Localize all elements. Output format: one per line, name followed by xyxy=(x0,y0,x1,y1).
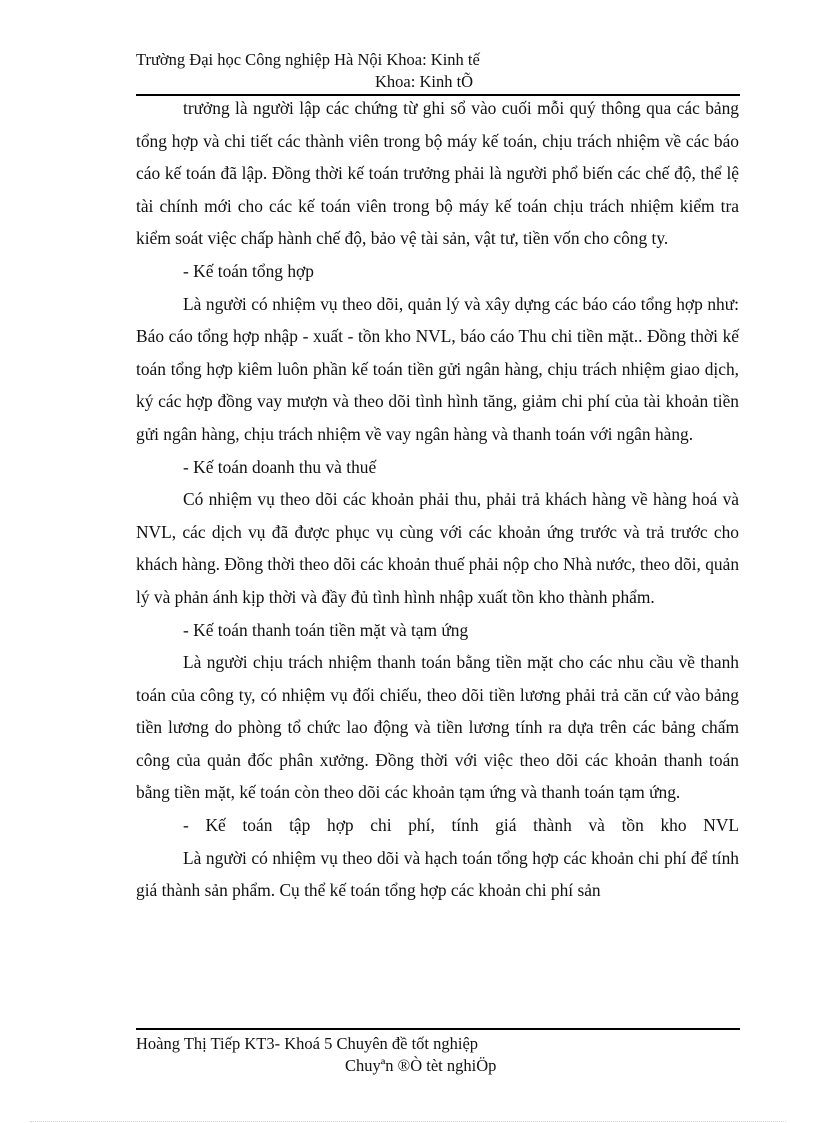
footer-author-line: Hoàng Thị Tiếp KT3- Khoá 5 Chuyên đề tốt nghiệp xyxy=(136,1034,479,1053)
heading-general-accounting: - Kế toán tổng hợp xyxy=(183,260,314,281)
header-department-line: Khoa: Kinh tÕ xyxy=(375,72,474,91)
paragraph-cash-advance: Là người chịu trách nhiệm thanh toán bằng tiền mặt cho các nhu cầu về thanh toán của công ty, có nhiệm vụ đối chiếu, theo dõi tiền lương phải trả căn cứ vào bảng tiền lương do phòng tổ chức lao động và tiền lương tính ra dựa trên các bảng chấm công của quản đốc phân xưởng. Đồng thời với việc theo dõi các khoản thanh toán bằng tiền mặt, kế toán còn theo dõi các khoản tạm ứng và thanh toán tạm ứng. xyxy=(136,652,739,803)
heading-cost-inventory: - Kế toán tập hợp chi phí, tính giá thành và tồn kho NVL xyxy=(183,815,739,836)
paragraph-revenue-tax: Có nhiệm vụ theo dõi các khoản phải thu, phải trả khách hàng về hàng hoá và NVL, các dịch vụ đã được phục vụ cùng với các khoản ứng trước và trả trước cho khách hàng. Đồng thời theo dõi các khoản thuế phải nộp cho Nhà nước, theo dõi, quản lý và phản ánh kịp thời và đầy đủ tình hình nhập xuất tồn kho thành phẩm. xyxy=(136,489,740,607)
footer-rule xyxy=(136,1028,740,1030)
paragraph-chief-accountant: trưởng là người lập các chứng từ ghi sổ vào cuối mỗi quý thông qua các bảng tổng hợp và chi tiết các thành viên trong bộ máy kế toán, chịu trách nhiệm về các báo cáo kế toán đã lập. Đồng thời kế toán trưởng phải là người phổ biến các chế độ, thể lệ tài chính mới cho các kế toán viên trong bộ máy kế toán chịu trách nhiệm kiểm tra kiểm soát việc chấp hành chế độ, bảo vệ tài sản, vật tư, tiền vốn cho công ty. xyxy=(136,98,739,249)
document-body xyxy=(136,92,739,907)
paragraph-cost-inventory: Là người có nhiệm vụ theo dõi và hạch toán tổng hợp các khoản chi phí để tính giá thành sản phẩm. Cụ thể kế toán tổng hợp các khoản chi phí sản xyxy=(136,847,739,901)
heading-revenue-tax: - Kế toán doanh thu và thuế xyxy=(183,456,377,477)
footer-thesis-line: Chuyªn ®Ò tèt nghiÖp xyxy=(345,1056,497,1075)
header-school-line: Trường Đại học Công nghiệp Hà Nội Khoa: Kinh tế xyxy=(136,50,480,69)
page-bottom-divider xyxy=(30,1121,786,1122)
heading-cash-advance: - Kế toán thanh toán tiền mặt và tạm ứng xyxy=(183,619,469,640)
paragraph-general-accounting: Là người có nhiệm vụ theo dõi, quản lý và xây dựng các báo cáo tổng hợp như: Báo cáo tổng hợp nhập - xuất - tồn kho NVL, báo cáo Thu chi tiền mặt.. Đồng thời kế toán tổng hợp kiêm luôn phần kế toán tiền gửi ngân hàng, chịu trách nhiệm giao dịch, ký các hợp đồng vay mượn và theo dõi tình hình tăng, giảm chi phí của tài khoản tiền gửi ngân hàng, chịu trách nhiệm về vay ngân hàng và thanh toán với ngân hàng. xyxy=(136,293,739,444)
